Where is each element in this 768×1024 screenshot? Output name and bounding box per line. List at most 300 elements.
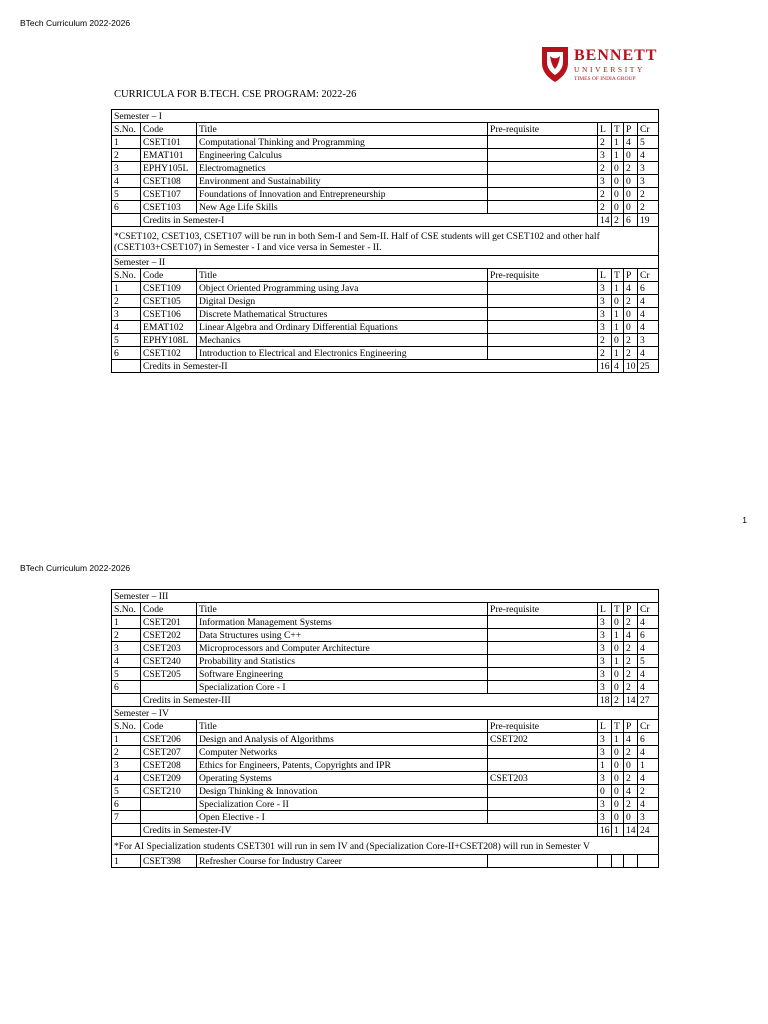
cell-l: 3 (598, 149, 612, 162)
cell-l: 3 (598, 629, 612, 642)
logo-university-text: UNIVERSITY (574, 65, 645, 74)
cell-t: 0 (612, 746, 624, 759)
cell-t: 1 (612, 347, 624, 360)
column-header-code: Code (141, 603, 197, 616)
cell-p: 2 (624, 347, 638, 360)
column-header-code: Code (141, 123, 197, 136)
cell-sno: 1 (112, 855, 141, 868)
cell-code: EMAT102 (141, 321, 197, 334)
cell-title: Computer Networks (197, 746, 488, 759)
cell-sno: 3 (112, 162, 141, 175)
cell-l: 2 (598, 347, 612, 360)
cell-sno: 4 (112, 655, 141, 668)
cell-t: 0 (612, 201, 624, 214)
table-row (112, 295, 659, 308)
cell-sno: 5 (112, 334, 141, 347)
cell-cr: 4 (638, 642, 659, 655)
credits-row (112, 360, 659, 373)
cell-p: 2 (624, 655, 638, 668)
table-row (112, 282, 659, 295)
column-header-cr: Cr (638, 123, 659, 136)
cell-t: 0 (612, 668, 624, 681)
semester-title: Semester – IV (112, 707, 659, 720)
table-header-row (112, 603, 659, 616)
cell-l: 3 (598, 746, 612, 759)
cell-code: CSET206 (141, 733, 197, 746)
cell-l: 3 (598, 616, 612, 629)
cell-cr: 1 (638, 759, 659, 772)
column-header-l: L (598, 123, 612, 136)
cell-l: 3 (598, 681, 612, 694)
cell-p: 2 (624, 334, 638, 347)
shield-emblem-icon (540, 45, 570, 83)
table-row (112, 321, 659, 334)
cell-title: Specialization Core - II (197, 798, 488, 811)
cell-t: 0 (612, 798, 624, 811)
cell-l: 3 (598, 295, 612, 308)
table-row (112, 855, 659, 868)
table-row (112, 347, 659, 360)
cell-t: 0 (612, 772, 624, 785)
cell-title: Software Engineering (197, 668, 488, 681)
cell-code: CSET109 (141, 282, 197, 295)
column-header-cr: Cr (638, 269, 659, 282)
cell-sno: 7 (112, 811, 141, 824)
cell-t: 0 (612, 334, 624, 347)
cell-code: CSET106 (141, 308, 197, 321)
cell-p: 2 (624, 642, 638, 655)
table-row (112, 798, 659, 811)
cell-p: 2 (624, 798, 638, 811)
cell-sno (112, 824, 141, 837)
column-header-code: Code (141, 269, 197, 282)
cell-prereq (488, 681, 598, 694)
cell-prereq (488, 188, 598, 201)
cell-cr: 4 (638, 798, 659, 811)
cell-code: CSET203 (141, 642, 197, 655)
table-row (112, 334, 659, 347)
cell-l: 3 (598, 282, 612, 295)
cell-sno: 1 (112, 733, 141, 746)
cell-prereq: CSET203 (488, 772, 598, 785)
cell-sno (112, 694, 141, 707)
cell-code: CSET107 (141, 188, 197, 201)
cell-code (141, 798, 197, 811)
column-header-l: L (598, 720, 612, 733)
cell-p: 0 (624, 811, 638, 824)
cell-t: 1 (612, 655, 624, 668)
credits-cr: 24 (638, 824, 659, 837)
column-header-cr: Cr (638, 720, 659, 733)
cell-sno: 1 (112, 282, 141, 295)
cell-t: 1 (612, 629, 624, 642)
cell-sno: 4 (112, 175, 141, 188)
cell-title: Microprocessors and Computer Architecture (197, 642, 488, 655)
cell-sno: 1 (112, 616, 141, 629)
cell-cr: 2 (638, 785, 659, 798)
table-row (112, 162, 659, 175)
cell-title: Design and Analysis of Algorithms (197, 733, 488, 746)
cell-prereq (488, 295, 598, 308)
cell-code: CSET209 (141, 772, 197, 785)
column-header-l: L (598, 603, 612, 616)
column-header-t: T (612, 603, 624, 616)
column-header-l: L (598, 269, 612, 282)
page-header: BTech Curriculum 2022-2026 (20, 563, 131, 573)
credits-l: 16 (598, 824, 612, 837)
cell-sno: 2 (112, 295, 141, 308)
cell-prereq (488, 321, 598, 334)
cell-title: Mechanics (197, 334, 488, 347)
cell-prereq (488, 759, 598, 772)
credits-row (112, 694, 659, 707)
cell-l: 3 (598, 668, 612, 681)
cell-p: 0 (624, 321, 638, 334)
column-header-code: Code (141, 720, 197, 733)
column-header-p: P (624, 123, 638, 136)
cell-sno: 2 (112, 629, 141, 642)
cell-title: Engineering Calculus (197, 149, 488, 162)
semester-title: Semester – III (112, 590, 659, 603)
credits-label: Credits in Semester-III (141, 694, 598, 707)
semester-title-row (112, 256, 659, 269)
table-row (112, 668, 659, 681)
credits-cr: 25 (638, 360, 659, 373)
cell-title: Ethics for Engineers, Patents, Copyrights and IPR (197, 759, 488, 772)
semester-note: *For AI Specialization students CSET301 will run in sem IV and (Specialization Core-II+CSET208) will run in Semester V (112, 837, 659, 855)
cell-sno: 6 (112, 347, 141, 360)
cell-code: CSET101 (141, 136, 197, 149)
cell-cr: 2 (638, 188, 659, 201)
credits-l: 14 (598, 214, 612, 227)
credits-cr: 27 (638, 694, 659, 707)
semester-title-row (112, 590, 659, 603)
cell-cr: 5 (638, 136, 659, 149)
cell-prereq (488, 668, 598, 681)
table-row (112, 772, 659, 785)
cell-cr: 4 (638, 668, 659, 681)
cell-prereq: CSET202 (488, 733, 598, 746)
table-row (112, 175, 659, 188)
cell-t: 0 (612, 162, 624, 175)
cell-t: 0 (612, 759, 624, 772)
cell-code (141, 681, 197, 694)
cell-sno: 5 (112, 785, 141, 798)
cell-cr (638, 855, 659, 868)
semester-note: *CSET102, CSET103, CSET107 will be run in both Sem-I and Sem-II. Half of CSE students will get CSET102 and other half (CSET103+CSET107) in Semester - I and vice versa in Semester - II. (112, 227, 659, 256)
cell-l: 2 (598, 136, 612, 149)
cell-code: EPHY105L (141, 162, 197, 175)
cell-p: 0 (624, 201, 638, 214)
column-header-title: Title (197, 269, 488, 282)
cell-t: 1 (612, 149, 624, 162)
table-row (112, 785, 659, 798)
logo-group-text: TIMES OF INDIA GROUP (574, 76, 636, 82)
cell-p: 4 (624, 629, 638, 642)
cell-title: Introduction to Electrical and Electronics Engineering (197, 347, 488, 360)
table-row (112, 188, 659, 201)
cell-t: 0 (612, 811, 624, 824)
cell-code: CSET207 (141, 746, 197, 759)
cell-cr: 3 (638, 175, 659, 188)
credits-l: 16 (598, 360, 612, 373)
credits-p: 10 (624, 360, 638, 373)
cell-prereq (488, 811, 598, 824)
cell-l: 0 (598, 785, 612, 798)
cell-title: Operating Systems (197, 772, 488, 785)
cell-p: 4 (624, 282, 638, 295)
table-row (112, 629, 659, 642)
column-header-title: Title (197, 720, 488, 733)
table-sem1-sem2 (111, 109, 659, 373)
cell-code: CSET208 (141, 759, 197, 772)
semester-title: Semester – I (112, 110, 659, 123)
column-header-prereq: Pre-requisite (488, 603, 598, 616)
credits-cr: 19 (638, 214, 659, 227)
credits-label: Credits in Semester-I (141, 214, 598, 227)
cell-prereq (488, 334, 598, 347)
cell-code: CSET105 (141, 295, 197, 308)
cell-p: 0 (624, 759, 638, 772)
credits-row (112, 214, 659, 227)
column-header-t: T (612, 269, 624, 282)
cell-t: 0 (612, 785, 624, 798)
column-header-p: P (624, 720, 638, 733)
cell-cr: 4 (638, 295, 659, 308)
cell-prereq (488, 175, 598, 188)
semester-title-row (112, 110, 659, 123)
document-title: CURRICULA FOR B.TECH. CSE PROGRAM: 2022-26 (114, 89, 357, 100)
column-header-t: T (612, 123, 624, 136)
page-header: BTech Curriculum 2022-2026 (20, 18, 131, 28)
cell-code: CSET240 (141, 655, 197, 668)
cell-cr: 3 (638, 162, 659, 175)
cell-prereq (488, 347, 598, 360)
cell-title: New Age Life Skills (197, 201, 488, 214)
semester-title-row (112, 707, 659, 720)
cell-l: 3 (598, 733, 612, 746)
column-header-cr: Cr (638, 603, 659, 616)
cell-title: Refresher Course for Industry Career (197, 855, 488, 868)
column-header-title: Title (197, 603, 488, 616)
column-header-sno: S.No. (112, 720, 141, 733)
cell-p: 2 (624, 772, 638, 785)
table-header-row (112, 123, 659, 136)
cell-title: Data Structures using C++ (197, 629, 488, 642)
cell-sno: 4 (112, 321, 141, 334)
cell-l: 3 (598, 772, 612, 785)
cell-p: 0 (624, 188, 638, 201)
cell-t: 0 (612, 175, 624, 188)
cell-l: 3 (598, 175, 612, 188)
cell-p: 4 (624, 136, 638, 149)
cell-p: 4 (624, 733, 638, 746)
cell-code: CSET201 (141, 616, 197, 629)
cell-p (624, 855, 638, 868)
cell-p: 0 (624, 308, 638, 321)
note-row (112, 837, 659, 855)
credits-t: 2 (612, 214, 624, 227)
cell-prereq (488, 136, 598, 149)
table-row (112, 759, 659, 772)
table-row (112, 149, 659, 162)
credits-t: 2 (612, 694, 624, 707)
column-header-title: Title (197, 123, 488, 136)
column-header-prereq: Pre-requisite (488, 123, 598, 136)
cell-l: 3 (598, 798, 612, 811)
note-row (112, 227, 659, 256)
column-header-prereq: Pre-requisite (488, 720, 598, 733)
cell-sno: 5 (112, 188, 141, 201)
cell-t: 1 (612, 282, 624, 295)
cell-title: Information Management Systems (197, 616, 488, 629)
cell-t: 0 (612, 295, 624, 308)
table-row (112, 616, 659, 629)
table-row (112, 308, 659, 321)
column-header-t: T (612, 720, 624, 733)
cell-cr: 3 (638, 334, 659, 347)
cell-cr: 2 (638, 201, 659, 214)
column-header-p: P (624, 269, 638, 282)
cell-title: Object Oriented Programming using Java (197, 282, 488, 295)
cell-sno: 5 (112, 668, 141, 681)
cell-prereq (488, 308, 598, 321)
cell-cr: 6 (638, 733, 659, 746)
credits-l: 18 (598, 694, 612, 707)
cell-l: 3 (598, 655, 612, 668)
cell-prereq (488, 149, 598, 162)
cell-p: 2 (624, 295, 638, 308)
cell-code: CSET398 (141, 855, 197, 868)
cell-prereq (488, 162, 598, 175)
cell-prereq (488, 629, 598, 642)
cell-cr: 4 (638, 321, 659, 334)
column-header-prereq: Pre-requisite (488, 269, 598, 282)
cell-l: 2 (598, 188, 612, 201)
cell-sno: 1 (112, 136, 141, 149)
cell-title: Electromagnetics (197, 162, 488, 175)
cell-title: Computational Thinking and Programming (197, 136, 488, 149)
table-row (112, 655, 659, 668)
cell-cr: 6 (638, 629, 659, 642)
cell-title: Design Thinking & Innovation (197, 785, 488, 798)
cell-t: 0 (612, 616, 624, 629)
table-row (112, 746, 659, 759)
cell-prereq (488, 855, 598, 868)
cell-cr: 4 (638, 347, 659, 360)
cell-title: Foundations of Innovation and Entrepreneurship (197, 188, 488, 201)
bennett-university-logo (540, 45, 660, 87)
cell-title: Linear Algebra and Ordinary Differential Equations (197, 321, 488, 334)
credits-row (112, 824, 659, 837)
credits-p: 6 (624, 214, 638, 227)
cell-sno: 3 (112, 759, 141, 772)
cell-prereq (488, 616, 598, 629)
cell-code: CSET108 (141, 175, 197, 188)
column-header-sno: S.No. (112, 603, 141, 616)
cell-p: 2 (624, 668, 638, 681)
table-header-row (112, 720, 659, 733)
cell-sno (112, 214, 141, 227)
cell-cr: 4 (638, 681, 659, 694)
cell-sno (112, 360, 141, 373)
cell-t: 0 (612, 681, 624, 694)
cell-code (141, 811, 197, 824)
cell-sno: 3 (112, 308, 141, 321)
cell-cr: 6 (638, 282, 659, 295)
cell-code: CSET205 (141, 668, 197, 681)
page-number: 1 (742, 515, 747, 525)
cell-title: Open Elective - I (197, 811, 488, 824)
cell-code: EMAT101 (141, 149, 197, 162)
credits-p: 14 (624, 824, 638, 837)
cell-title: Environment and Sustainability (197, 175, 488, 188)
cell-sno: 6 (112, 201, 141, 214)
table-row (112, 681, 659, 694)
cell-cr: 5 (638, 655, 659, 668)
cell-l: 2 (598, 334, 612, 347)
cell-prereq (488, 746, 598, 759)
cell-t: 0 (612, 188, 624, 201)
cell-title: Probability and Statistics (197, 655, 488, 668)
cell-code: EPHY108L (141, 334, 197, 347)
credits-label: Credits in Semester-II (141, 360, 598, 373)
cell-cr: 4 (638, 149, 659, 162)
cell-l: 3 (598, 321, 612, 334)
cell-l: 1 (598, 759, 612, 772)
cell-l: 2 (598, 201, 612, 214)
credits-label: Credits in Semester-IV (141, 824, 598, 837)
credits-t: 1 (612, 824, 624, 837)
cell-p: 0 (624, 149, 638, 162)
credits-p: 14 (624, 694, 638, 707)
column-header-p: P (624, 603, 638, 616)
cell-cr: 4 (638, 746, 659, 759)
table-row (112, 733, 659, 746)
semester-title: Semester – II (112, 256, 659, 269)
cell-p: 2 (624, 681, 638, 694)
cell-l: 3 (598, 308, 612, 321)
credits-t: 4 (612, 360, 624, 373)
cell-t: 0 (612, 642, 624, 655)
table-row (112, 642, 659, 655)
cell-cr: 4 (638, 772, 659, 785)
table-header-row (112, 269, 659, 282)
cell-p: 2 (624, 746, 638, 759)
cell-t: 1 (612, 733, 624, 746)
logo-brand-text: BENNETT (574, 47, 658, 64)
cell-cr: 4 (638, 616, 659, 629)
cell-title: Discrete Mathematical Structures (197, 308, 488, 321)
cell-title: Specialization Core - I (197, 681, 488, 694)
cell-sno: 6 (112, 681, 141, 694)
cell-sno: 6 (112, 798, 141, 811)
cell-sno: 3 (112, 642, 141, 655)
cell-code: CSET202 (141, 629, 197, 642)
cell-prereq (488, 798, 598, 811)
cell-prereq (488, 642, 598, 655)
cell-title: Digital Design (197, 295, 488, 308)
cell-p: 2 (624, 616, 638, 629)
cell-sno: 2 (112, 746, 141, 759)
cell-prereq (488, 282, 598, 295)
table-row (112, 136, 659, 149)
table-row (112, 201, 659, 214)
cell-cr: 3 (638, 811, 659, 824)
cell-t: 1 (612, 136, 624, 149)
cell-l: 3 (598, 642, 612, 655)
cell-t: 1 (612, 321, 624, 334)
